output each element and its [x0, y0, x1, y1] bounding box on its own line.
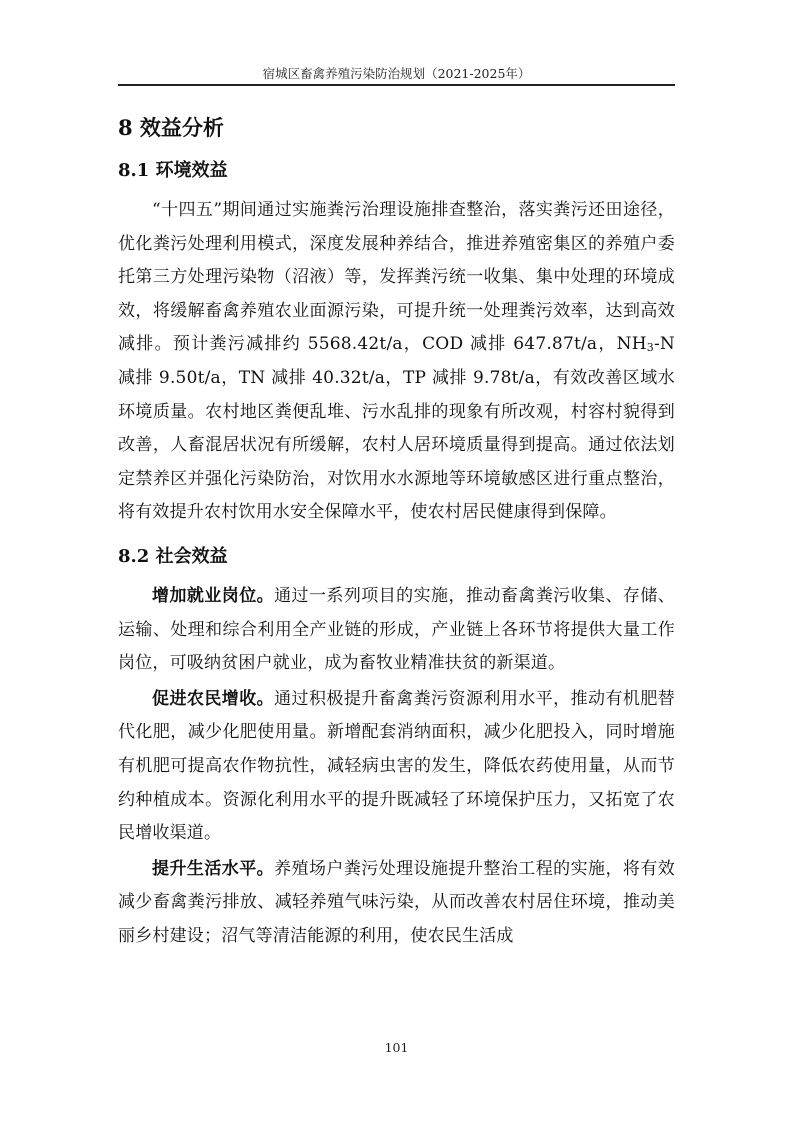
page-body — [118, 112, 675, 955]
subsection-heading-social: 8.2 社会效益 — [118, 545, 228, 567]
paragraph-lead: 增加就业岗位。 — [152, 585, 275, 606]
section-heading: 8 效益分析 — [118, 115, 224, 140]
subscript-3: 3 — [646, 341, 654, 355]
social-paragraph-employment — [118, 580, 675, 681]
paragraph-text: 通过一系列项目的实施，推动畜禽粪污收集、存储、运输、处理和综合利用全产业链的形成，产业链上各环节将提供大量工作岗位，可吸纳贫困户就业，成为畜牧业精准扶贫的新渠道。 — [118, 585, 675, 674]
paragraph-text: 通过积极提升畜禽粪污资源利用水平，推动有机肥替代化肥，减少化肥使用量。新增配套消纳面积，减少化肥投入，同时增施有机肥可提高农作物抗性，减轻病虫害的发生，降低农药使用量，从而节约种植成本。资源化利用水平的提升既减轻了环境保护压力，又拓宽了农民增收渠道。 — [118, 688, 675, 844]
paragraph-text: 养殖场户粪污处理设施提升整治工程的实施，将有效减少畜禽粪污排放、减轻养殖气味污染，从而改善农村居住环境，推动美丽乡村建设；沼气等清洁能源的利用，使农民生活成 — [118, 858, 675, 946]
social-paragraph-living — [118, 853, 675, 954]
page-number: 101 — [384, 1040, 409, 1055]
subsection-heading-environment: 8.1 环境效益 — [118, 160, 228, 181]
social-paragraph-income — [118, 683, 675, 851]
environment-text-part1: “十四五”期间通过实施粪污治理设施排查整治，落实粪污还田途径，优化粪污处理利用模式，深度发展种养结合，推进养殖密集区的养殖户委托第三方处理污染物（沼液）等，发挥粪污统一收集、集中处理的环境成效，将缓解畜禽养殖农业面源污染，可提升统一处理粪污效率，达到高效减排。预计粪污减排约 5568.42t/a，COD 减排 647.87t/a，NH — [118, 200, 675, 355]
environment-text-part2: -N 减排 9.50t/a，TN 减排 40.32t/a，TP 减排 9.78t/a，有效改善区域水环境质量。农村地区粪便乱堆、污水乱排的现象有所改观，村容村貌得到改善，人畜混居状况有所缓解，农村人居环境质量得到提高。通过依法划定禁养区并强化污染防治，对饮用水水源地等环境敏感区进行重点整治，将有效提升农村饮用水安全保障水平，使农村居民健康得到保障。 — [118, 334, 675, 523]
header-divider — [118, 84, 675, 86]
paragraph-lead: 提升生活水平。 — [152, 858, 275, 879]
paragraph-lead: 促进农民增收。 — [152, 688, 275, 709]
running-header: 宿城区畜禽养殖污染防治规划（2021-2025年） — [262, 66, 531, 81]
environment-paragraph — [118, 194, 675, 530]
